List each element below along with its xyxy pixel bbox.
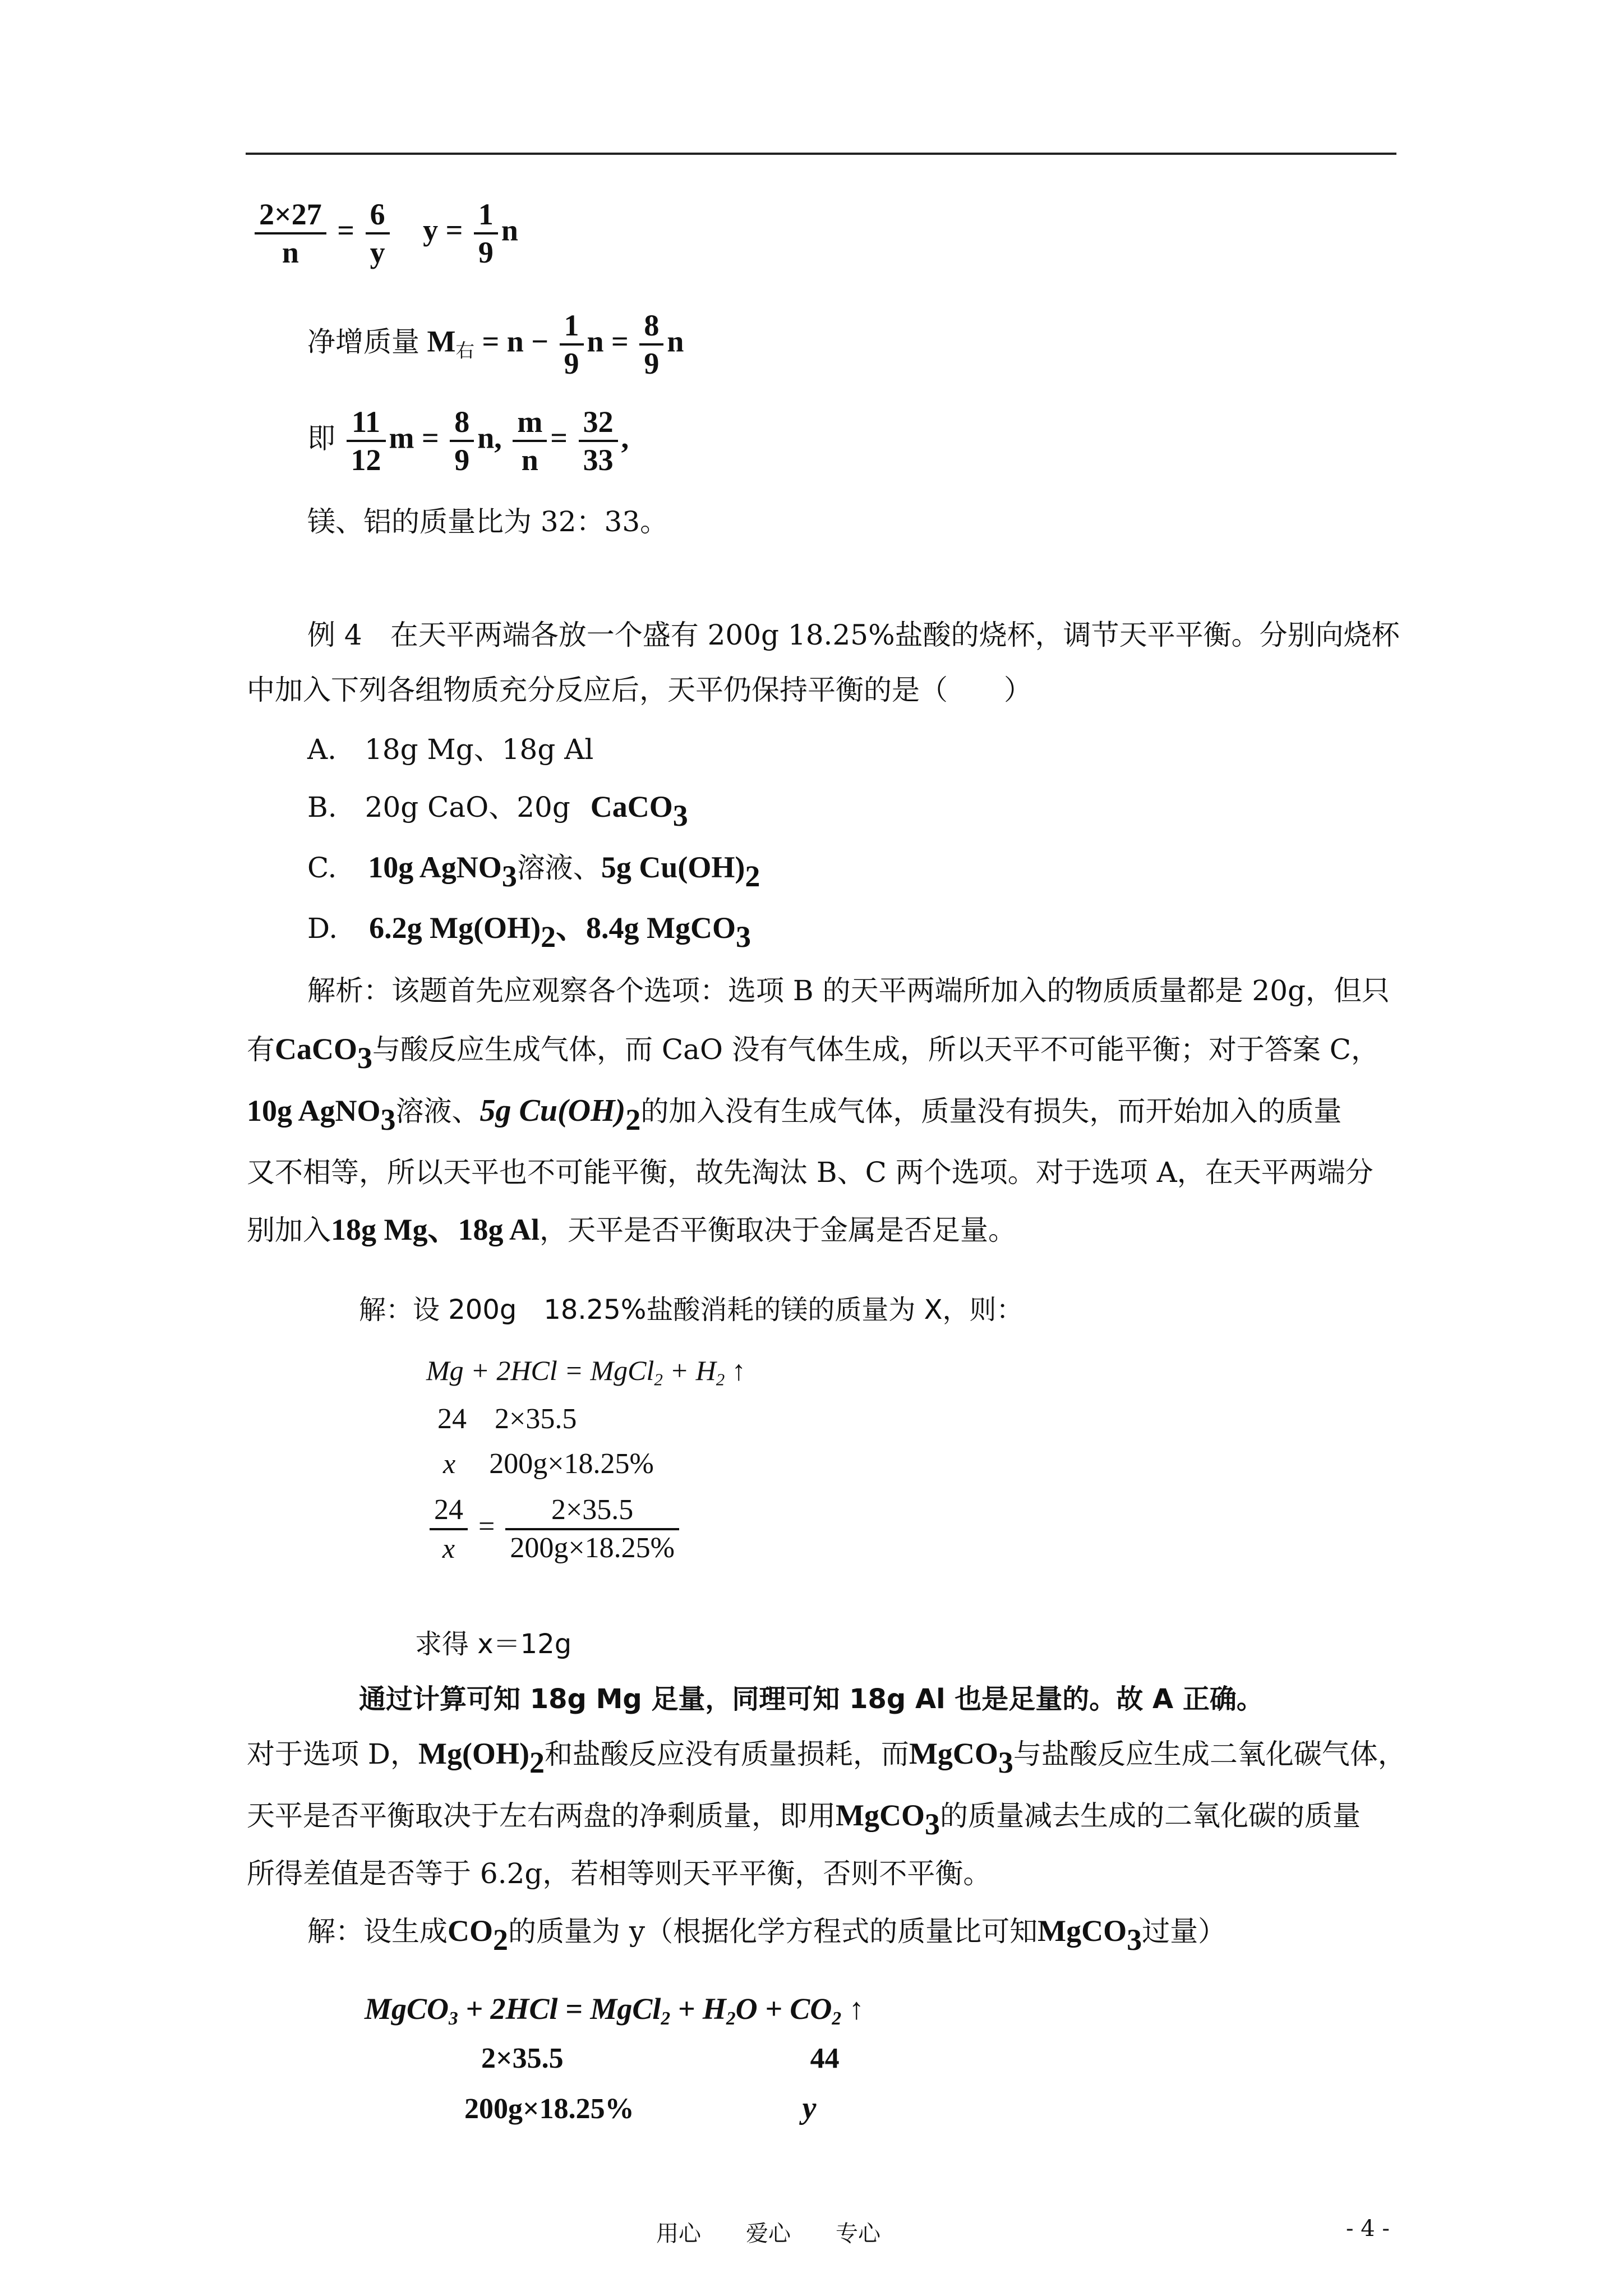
final-row2: 200g×18.25% y <box>464 2091 817 2125</box>
option-c: C. 10g AgNO$_3$溶液、5g $Cu(OH)_2$ <box>307 850 760 894</box>
option-d-line3: 所得差值是否等于 6.2g，若相等则天平平衡，否则不平衡。 <box>247 1857 992 1890</box>
header-rule <box>246 153 1396 155</box>
analysis-line5: 别加入18g Mg、18g Al，天平是否平衡取决于金属是否足量。 <box>247 1213 1016 1246</box>
option-b: B. 20g CaO、20g CaCO$_3$ <box>307 790 688 833</box>
formula-net-mass: 净增质量 $M_右 = n$ − $\frac{1}{9}$ n = $\frac{8}{9}$ n <box>307 309 684 380</box>
formula-ratio: 即 $\frac{11}{12}$ m = $\frac{8}{9}$ n, $\frac{m}{n}$ = $\frac{32}{33}$ , <box>307 405 629 477</box>
mass-ratio-line: 镁、铝的质量比为 32：33。 <box>307 505 668 538</box>
solution-row1: 24 2×35.5 <box>437 1403 577 1435</box>
page-number: - 4 - <box>1346 2216 1390 2242</box>
option-d-line4: 解：设生成$CO_2$的质量为 y（根据化学方程式的质量比可知MgCO$_3$过量） <box>307 1914 1227 1957</box>
final-row1: 2×35.5 44 <box>481 2042 840 2074</box>
option-d-line2: 天平是否平衡取决于左右两盘的净剩质量，即用MgCO$_3$的质量减去生成的二氧化碳的质量 <box>247 1798 1361 1842</box>
analysis-line4: 又不相等，所以天平也不可能平衡，故先淘汰 B、C 两个选项。对于选项 A，在天平两端分 <box>247 1156 1373 1189</box>
option-d: D. 6.2g $Mg(OH)_2$、8.4g MgCO$_3$ <box>307 911 751 954</box>
formula-proportion: $\frac{2\times 27}{n}$ = $\frac{6}{y}$ y = $\frac{1}{9}$ n <box>251 196 518 270</box>
solution-intro: 解：设 200g 18.25%盐酸消耗的镁的质量为 X，则： <box>359 1294 1023 1326</box>
solution-equation: Mg + 2HCl = MgCl$_2$ + $H_2$ ↑ <box>426 1355 746 1389</box>
analysis-line1: 解析：该题首先应观察各个选项：选项 B 的天平两端所加入的物质质量都是 20g，但只 <box>307 974 1390 1007</box>
analysis-line2: 有CaCO$_3$与酸反应生成气体，而 CaO 没有气体生成，所以天平不可能平衡；对于答案 C， <box>247 1032 1379 1075</box>
footer-center: 用心 爱心 专心 <box>656 2221 880 2247</box>
option-d-line1: 对于选项 D，$Mg(OH)_2$和盐酸反应没有质量损耗，而MgCO$_3$与盐酸反应生成二氧化碳气体， <box>247 1737 1406 1780</box>
analysis-line3: 10g AgNO$_3$溶液、5g $Cu(OH)_2$的加入没有生成气体，质量没有损失，而开始加入的质量 <box>247 1093 1342 1137</box>
example-question-line1: 例 4 在天平两端各放一个盛有 200g 18.25%盐酸的烧杯，调节天平平衡。分别向烧杯 <box>307 619 1400 651</box>
solution-conclusion: 通过计算可知 18g Mg 足量，同理可知 18g Al 也是足量的。故 A 正确。 <box>359 1683 1264 1715</box>
option-a: A. 18g Mg、18g Al <box>307 733 594 766</box>
final-equation: MgCO$_3$ + 2HCl = MgCl$_2$ + $H_2O + CO_2$ ↑ <box>365 1992 864 2030</box>
solution-fraction: $\frac{24}{x}$ = $\frac{2\times 35.5}{200g\times 18.25\%}$ <box>426 1492 683 1566</box>
solution-row2: x 200g×18.25% <box>443 1448 654 1480</box>
example-question-line2: 中加入下列各组物质充分反应后，天平仍保持平衡的是（ ） <box>247 674 1032 706</box>
solution-result: 求得 x＝12g <box>415 1628 572 1660</box>
